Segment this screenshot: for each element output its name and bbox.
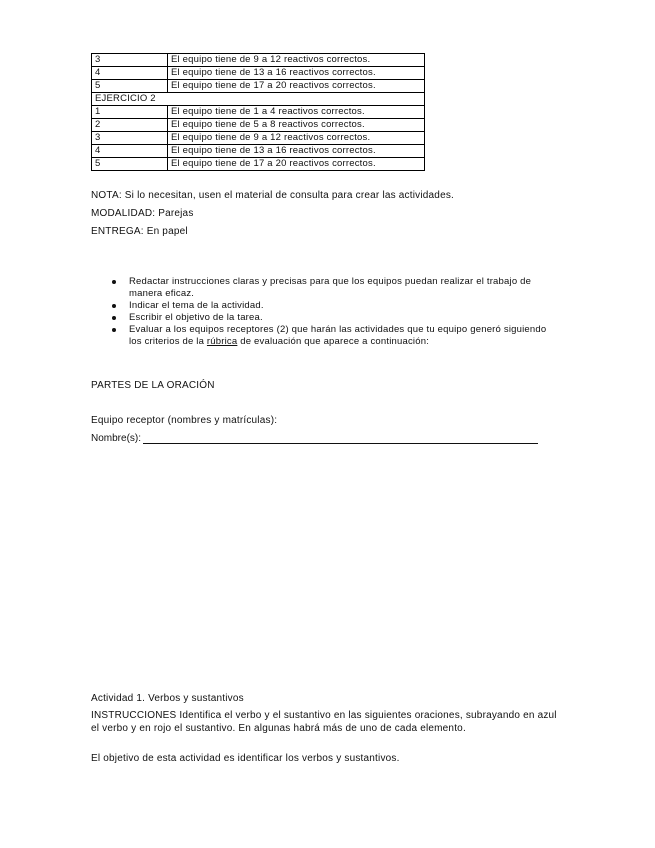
list-item: Redactar instrucciones claras y precisas para que los equipos puedan realizar el trabajo de manera eficaz. — [111, 276, 561, 300]
table-row — [92, 54, 425, 67]
score-table — [91, 53, 425, 171]
instrucciones-text: INSTRUCCIONES Identifica el verbo y el sustantivo en las siguientes oraciones, subrayando en azul el verbo y en rojo el sustantivo. En algunas habrá más de uno de cada elemento. — [91, 710, 557, 734]
list-item-text: Evaluar a los equipos receptores (2) que harán las actividades que tu equipo generó siguiendo los criterios de la — [129, 324, 547, 347]
table-cell-description: El equipo tiene de 13 a 16 reactivos correctos. — [168, 67, 425, 80]
table-cell-description: El equipo tiene de 17 a 20 reactivos correctos. — [168, 158, 425, 171]
table-cell-number: 2 — [92, 119, 168, 132]
table-cell-number: 5 — [92, 80, 168, 93]
table-row — [92, 80, 425, 93]
nombre-label: Nombre(s): — [91, 433, 142, 444]
table-cell-description: El equipo tiene de 1 a 4 reactivos correctos. — [168, 106, 425, 119]
table-cell-number: 3 — [92, 132, 168, 145]
table-cell-description: El equipo tiene de 17 a 20 reactivos correctos. — [168, 80, 425, 93]
table-cell-description: El equipo tiene de 9 a 12 reactivos correctos. — [168, 132, 425, 145]
list-item — [111, 324, 561, 348]
table-cell-number: 3 — [92, 54, 168, 67]
list-item: Escribir el objetivo de la tarea. — [111, 312, 561, 324]
actividad-title: Actividad 1. Verbos y sustantivos — [91, 693, 244, 704]
table-section-row — [92, 93, 425, 106]
nota-text: NOTA: Si lo necesitan, usen el material de consulta para crear las actividades. — [91, 190, 455, 201]
table-row — [92, 132, 425, 145]
rubrica-link[interactable]: rúbrica — [206, 336, 238, 347]
section-title: PARTES DE LA ORACIÓN — [91, 380, 215, 391]
list-item-text: de evaluación que aparece a continuación: — [237, 336, 430, 347]
objetivo-text: El objetivo de esta actividad es identificar los verbos y sustantivos. — [91, 753, 400, 764]
table-row — [92, 106, 425, 119]
equipo-receptor-label: Equipo receptor (nombres y matrículas): — [91, 415, 278, 426]
table-row — [92, 119, 425, 132]
nombre-field[interactable] — [143, 433, 538, 444]
table-cell-description: El equipo tiene de 5 a 8 reactivos correctos. — [168, 119, 425, 132]
table-cell-description: El equipo tiene de 13 a 16 reactivos correctos. — [168, 145, 425, 158]
table-cell-number: 4 — [92, 145, 168, 158]
instructions-list — [111, 276, 561, 348]
entrega-text: ENTREGA: En papel — [91, 226, 188, 237]
table-cell-number: 1 — [92, 106, 168, 119]
list-item: Indicar el tema de la actividad. — [111, 300, 561, 312]
table-row — [92, 145, 425, 158]
table-cell-description: El equipo tiene de 9 a 12 reactivos correctos. — [168, 54, 425, 67]
modalidad-text: MODALIDAD: Parejas — [91, 208, 194, 219]
table-section-label: EJERCICIO 2 — [92, 93, 425, 106]
table-row — [92, 158, 425, 171]
nombre-row — [91, 433, 538, 444]
table-row — [92, 67, 425, 80]
table-cell-number: 5 — [92, 158, 168, 171]
table-cell-number: 4 — [92, 67, 168, 80]
